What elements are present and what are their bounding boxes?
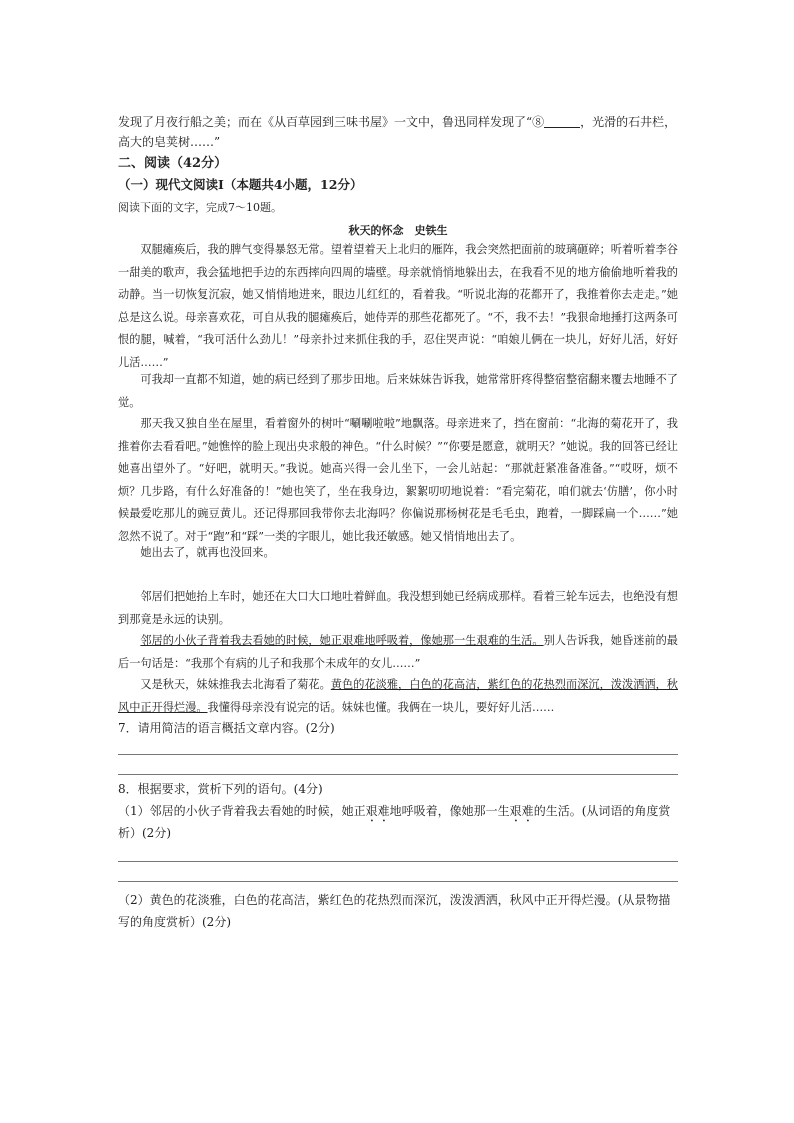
top-line-1-text-a: 发现了月夜行船之美；而在《从百草园到三味书屋》一文中，鲁迅同样发现了“⑧: [118, 115, 545, 129]
top-line-2: 高大的皂荚树……”: [118, 135, 221, 149]
answer-line-7b[interactable]: [118, 774, 678, 775]
section-heading: 二、阅读（42分）: [118, 156, 228, 171]
reading-instruction: 阅读下面的文字，完成7～10题。: [118, 201, 282, 214]
article-paragraph-5: 邻居们把她抬上车时，她还在大口大口地吐着鲜血。我没想到她已经病成那样。看着三轮车远去，也绝没有想到那竟是永远的诀别。: [118, 590, 678, 626]
question-8-1-continued: 析）(2分): [118, 826, 171, 840]
article-paragraph-2: 可我却一直都不知道，她的病已经到了那步田地。后来妹妹告诉我，她常常肝疼得整宿整宿翻来覆去地睡不了觉。: [118, 373, 678, 409]
question-8: 8．根据要求，赏析下列的语句。(4分): [118, 782, 323, 796]
q8-1-text-a: （1）邻居的小伙子背着我去看她的时候，她正: [118, 804, 366, 818]
underlined-sentence-1: 邻居的小伙子背着我去看她的时候，她正艰难地呼吸着，像她那一生艰难的生活。: [140, 634, 544, 647]
paragraph-7-end: 我懂得母亲没有说完的话。妹妹也懂。我俩在一块儿，要好好儿活……: [207, 700, 555, 714]
paragraph-7-start: 又是秋天，妹妹推我去北海看了菊花。: [140, 678, 331, 691]
fill-blank-8[interactable]: [544, 115, 580, 128]
answer-line-8-1a[interactable]: [118, 861, 678, 862]
article-paragraph-6: [118, 630, 678, 675]
q8-1-text-b: 地呼吸着，像她那一生: [389, 804, 510, 818]
question-7: 7．请用简洁的语言概括文章内容。(2分): [118, 721, 335, 735]
question-8-2-continued: 写的角度赏析）(2分): [118, 915, 231, 929]
answer-line-8-1b[interactable]: [118, 881, 678, 882]
article-paragraph-1: 双腿瘫痪后，我的脾气变得暴怒无常。望着望着天上北归的雁阵，我会突然把面前的玻璃砸碎；听着听着李谷一甜美的歌声，我会猛地把手边的东西摔向四周的墙壁。母亲就悄悄地躲出去，在我看不见的地方偷偷地听着我的动静。当一切恢复沉寂，她又悄悄地进来，眼边儿红红的，看着我。“听说北海的花都开了，我推着你去走走。”她总是这么说。母亲喜欢花，可自从我的腿瘫痪后，她侍弄的那些花都死了。“不，我不去！”我狠命地捶打这两条可恨的腿，喊着，“我可活什么劲儿！”母亲扑过来抓住我的手，忍住哭声说：“咱娘儿俩在一块儿，好好儿活，好好儿活……”: [118, 243, 678, 369]
article-title: 秋天的怀念 史铁生: [348, 224, 448, 237]
underlined-sentence-2: 黄色的花淡雅，白色的花高洁，紫红色的花热烈而深沉，泼泼洒洒，秋风中正开得烂漫。: [118, 678, 678, 714]
article-paragraph-7: [118, 674, 678, 719]
q8-1-emphasis-1: 艰难: [365, 804, 390, 818]
top-line-1-text-b: ，光滑的石井栏，: [580, 115, 677, 129]
answer-line-7a[interactable]: [118, 754, 678, 755]
top-line-1: [118, 114, 678, 130]
q8-1-text-c: 的生活。(从词语的角度赏: [533, 804, 671, 818]
question-8-2: （2）黄色的花淡雅，白色的花高洁，紫红色的花热烈而深沉，泼泼洒洒，秋风中正开得烂漫。(从景物描: [118, 893, 671, 907]
article-paragraph-4: 她出去了，就再也没回来。: [140, 546, 275, 559]
article-paragraph-3: 那天我又独自坐在屋里，看着窗外的树叶“唰唰啦啦”地飘落。母亲进来了，挡在窗前：“北海的菊花开了，我推着你去看看吧。”她憔悴的脸上现出央求般的神色。“什么时候？”“你要是愿意，就明天？”她说。我的回答已经让她喜出望外了。“好吧，就明天。”我说。她高兴得一会儿坐下，一会儿站起：“那就赶紧准备准备。”“哎呀，烦不烦？几步路，有什么好准备的！”她也笑了，坐在我身边，絮絮叨叨地说着：“看完菊花，咱们就去‘仿膳’，你小时候最爱吃那儿的豌豆黄儿。还记得那回我带你去北海吗？你偏说那杨树花是毛毛虫，跑着，一脚踩扁一个……”她忽然不说了。对于“跑”和“踩”一类的字眼儿，她比我还敏感。她又悄悄地出去了。: [118, 417, 678, 543]
paragraph-6-rest: 别人告诉我，她昏迷前的最后一句话是：“我那个有病的儿子和我那个未成年的女儿……”: [118, 634, 678, 670]
q8-1-emphasis-2: 艰难: [509, 804, 534, 818]
section-subheading: （一）现代文阅读Ⅰ（本题共4小题，12分）: [118, 177, 363, 192]
